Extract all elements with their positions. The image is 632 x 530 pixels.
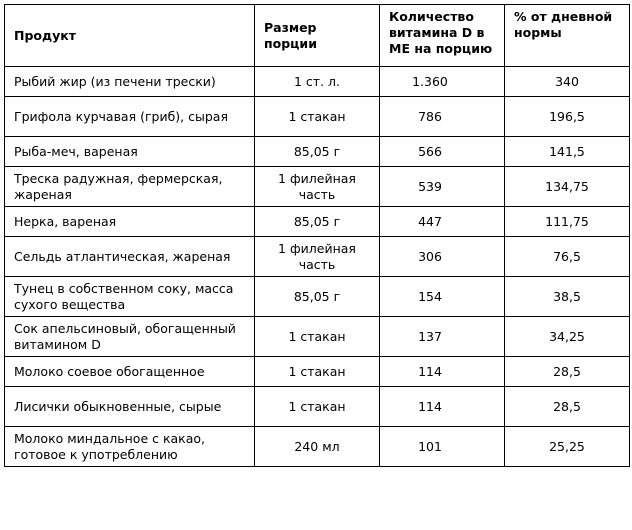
cell-serving: 1 стакан (255, 97, 380, 137)
cell-vitamin-d: 101 (380, 427, 505, 467)
cell-product: Треска радужная, фермерская, жареная (5, 167, 255, 207)
table-header-row (5, 5, 630, 67)
cell-serving: 1 ст. л. (255, 67, 380, 97)
cell-serving: 85,05 г (255, 277, 380, 317)
cell-daily-percent: 25,25 (505, 427, 630, 467)
cell-vitamin-d: 1.360 (380, 67, 505, 97)
cell-product: Рыба-меч, вареная (5, 137, 255, 167)
table-row (5, 427, 630, 467)
cell-vitamin-d: 447 (380, 207, 505, 237)
cell-serving: 85,05 г (255, 207, 380, 237)
table-row (5, 387, 630, 427)
table-row (5, 237, 630, 277)
cell-product: Тунец в собственном соку, масса сухого вещества (5, 277, 255, 317)
cell-serving: 1 стакан (255, 387, 380, 427)
cell-vitamin-d: 114 (380, 357, 505, 387)
table-row (5, 97, 630, 137)
cell-serving: 1 филейная часть (255, 237, 380, 277)
table-row (5, 277, 630, 317)
header-daily-percent: % от дневной нормы (505, 5, 630, 67)
cell-daily-percent: 141,5 (505, 137, 630, 167)
cell-daily-percent: 38,5 (505, 277, 630, 317)
cell-serving: 85,05 г (255, 137, 380, 167)
cell-serving: 1 стакан (255, 357, 380, 387)
cell-product: Лисички обыкновенные, сырые (5, 387, 255, 427)
cell-daily-percent: 28,5 (505, 357, 630, 387)
header-serving-size: Размер порции (255, 5, 380, 67)
cell-daily-percent: 134,75 (505, 167, 630, 207)
table-row (5, 67, 630, 97)
cell-vitamin-d: 566 (380, 137, 505, 167)
cell-vitamin-d: 154 (380, 277, 505, 317)
cell-product: Нерка, вареная (5, 207, 255, 237)
cell-daily-percent: 340 (505, 67, 630, 97)
cell-daily-percent: 196,5 (505, 97, 630, 137)
cell-daily-percent: 111,75 (505, 207, 630, 237)
table-row (5, 137, 630, 167)
cell-product: Молоко миндальное с какао, готовое к употреблению (5, 427, 255, 467)
table-row (5, 357, 630, 387)
cell-serving: 1 филейная часть (255, 167, 380, 207)
table-row (5, 207, 630, 237)
cell-vitamin-d: 137 (380, 317, 505, 357)
header-vitamin-d-iu: Количество витамина D в МЕ на порцию (380, 5, 505, 67)
cell-daily-percent: 34,25 (505, 317, 630, 357)
cell-serving: 240 мл (255, 427, 380, 467)
cell-vitamin-d: 114 (380, 387, 505, 427)
cell-product: Сельдь атлантическая, жареная (5, 237, 255, 277)
cell-serving: 1 стакан (255, 317, 380, 357)
cell-vitamin-d: 786 (380, 97, 505, 137)
table-row (5, 317, 630, 357)
cell-product: Сок апельсиновый, обогащенный витамином D (5, 317, 255, 357)
cell-product: Рыбий жир (из печени трески) (5, 67, 255, 97)
cell-product: Грифола курчавая (гриб), сырая (5, 97, 255, 137)
vitamin-d-table (4, 4, 630, 467)
cell-daily-percent: 28,5 (505, 387, 630, 427)
cell-product: Молоко соевое обогащенное (5, 357, 255, 387)
header-product: Продукт (5, 5, 255, 67)
cell-daily-percent: 76,5 (505, 237, 630, 277)
cell-vitamin-d: 306 (380, 237, 505, 277)
table-row (5, 167, 630, 207)
cell-vitamin-d: 539 (380, 167, 505, 207)
